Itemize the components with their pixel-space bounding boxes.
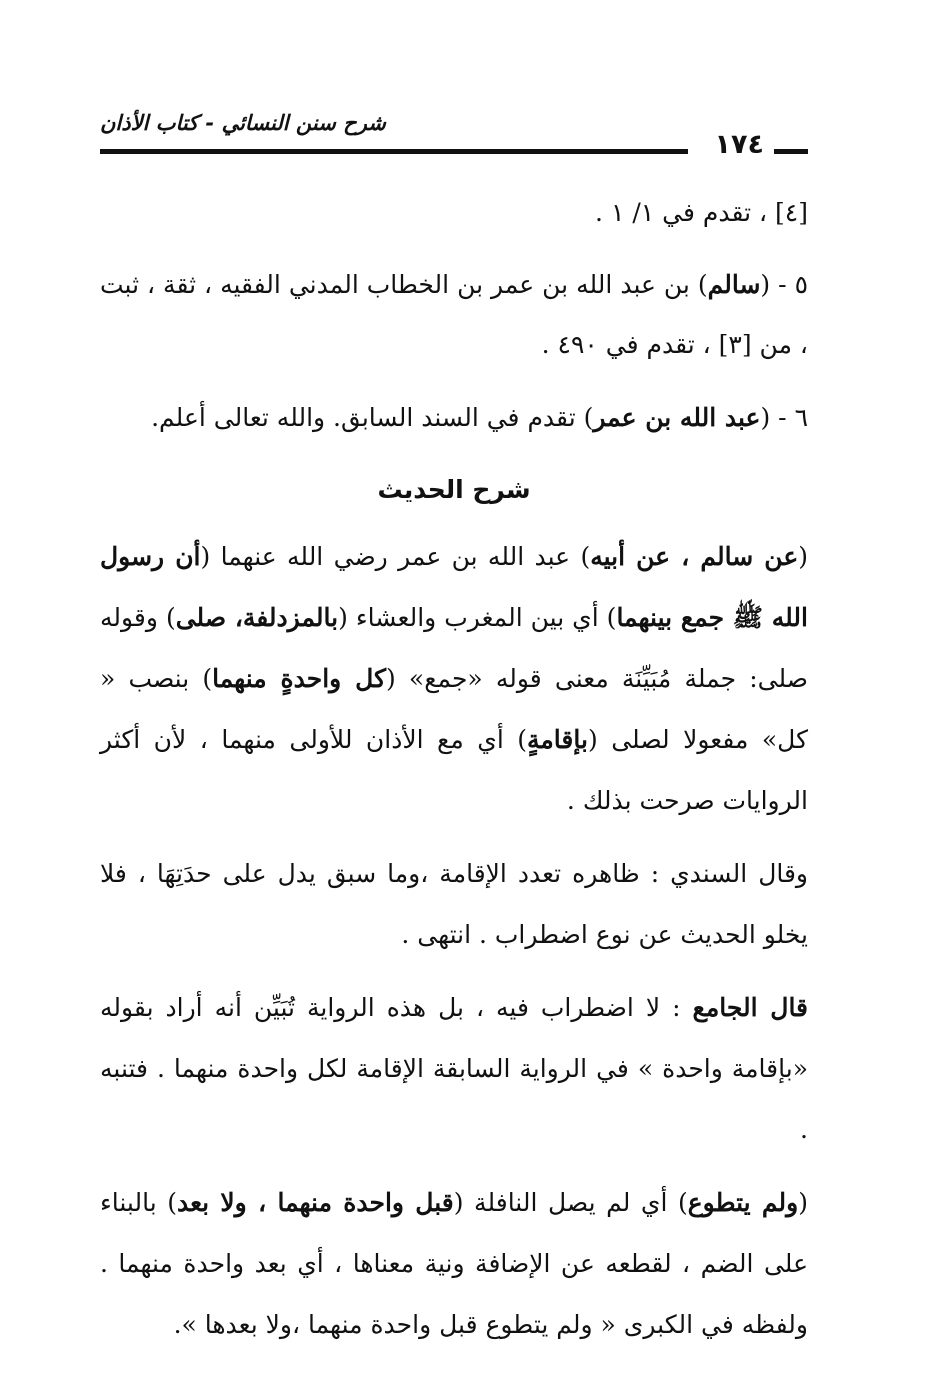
section-title: شرح الحديث xyxy=(377,475,531,504)
commentary-paragraph-2: وقال السندي : ظاهره تعدد الإقامة ،وما سبق يدل على حدَتِهَا ، فلا يخلو الحديث عن نوع اضطراب . انتهى . xyxy=(100,859,808,949)
narrator-item-4: [٤] ، تقدم في ١/ ١ . xyxy=(595,198,808,227)
quoted-hadith-text: أن رسول الله ﷺ جمع بينهما xyxy=(100,542,808,632)
running-title: شرح سنن النسائي - كتاب الأذان xyxy=(100,111,386,135)
narrator-text: ) تقدم في السند السابق. والله تعالى أعلم. xyxy=(151,403,594,432)
header-rule xyxy=(100,149,688,154)
commentary-paragraph-1 xyxy=(100,526,808,831)
quoted-hadith-text: بالمزدلفة، صلى xyxy=(175,603,339,632)
quoted-hadith-text: عن سالم ، عن أبيه xyxy=(590,542,799,571)
quoted-hadith-text: بإقامةٍ xyxy=(527,725,588,754)
commentary-paragraph-4 xyxy=(100,1172,808,1355)
page-number-dash xyxy=(774,149,808,154)
narrator-number: ٦ - ( xyxy=(760,403,808,432)
text-run: ) وقوله صلى: جملة مُبَيِّنَة معنى قوله «جمع» ( xyxy=(100,603,808,693)
narrator-name: عبد الله بن عمر xyxy=(593,403,761,432)
text-run: : لا اضطراب فيه ، بل هذه الرواية تُبَيِّن أنه أراد بقوله «بإقامة واحدة » في الرواية السابقة الإقامة لكل واحدة منهما . فتنبه . xyxy=(100,993,808,1144)
speaker-label: قال الجامع xyxy=(692,993,809,1022)
page-number: ١٧٤ xyxy=(714,129,764,160)
page-header xyxy=(100,105,808,165)
quoted-hadith-text: ولم يتطوع xyxy=(687,1188,799,1217)
text-run: ) بنصب « كل» مفعولا لصلى ( xyxy=(100,664,808,754)
text-run: ) أي لم يصل النافلة ( xyxy=(453,1188,688,1217)
text-run: ( xyxy=(798,542,809,571)
narrator-item-6 xyxy=(100,387,808,448)
text-run: ) أي مع الأذان للأولى منهما ، لأن أكثر الروايات صرحت بذلك . xyxy=(100,725,808,815)
narrator-number: ٥ - ( xyxy=(760,270,808,299)
quoted-hadith-text: قبل واحدة منهما ، ولا بعد xyxy=(176,1188,454,1217)
quoted-hadith-text: كل واحدةٍ منهما xyxy=(212,664,386,693)
text-run: ) أي بين المغرب والعشاء ( xyxy=(338,603,617,632)
narrator-text: ) بن عبد الله بن عمر بن الخطاب المدني الفقيه ، ثقة ، ثبت ، من [٣] ، تقدم في ٤٩٠ . xyxy=(100,270,808,359)
narrator-item-5 xyxy=(100,255,808,375)
text-run: ) عبد الله بن عمر رضي الله عنهما ( xyxy=(200,542,591,571)
page-content xyxy=(100,182,808,1367)
text-run: ( xyxy=(798,1188,809,1217)
commentary-paragraph-3 xyxy=(100,977,808,1160)
text-run: ) بالبناء على الضم ، لقطعه عن الإضافة ونية معناها ، أي بعد واحدة منهما . ولفظه في الكبرى « ولم يتطوع قبل واحدة منهما ،ولا بعدها ». xyxy=(100,1188,808,1339)
narrator-name: سالم xyxy=(707,270,761,299)
